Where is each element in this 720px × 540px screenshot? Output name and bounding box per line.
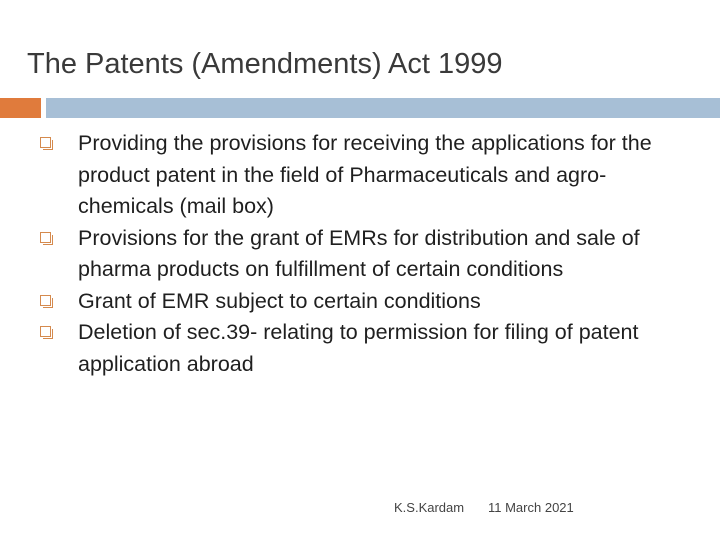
bullet-item: [40, 223, 700, 286]
square-bullet-icon: [40, 295, 53, 308]
title-accent-bar-orange: [0, 98, 41, 118]
slide-title: The Patents (Amendments) Act 1999: [27, 48, 503, 80]
bullet-item: [40, 317, 700, 380]
bullet-text: Providing the provisions for receiving the applications for the product patent in the field of Pharmaceuticals and agro-chemicals (mail box): [78, 131, 652, 218]
footer-author: K.S.Kardam: [394, 500, 465, 515]
bullet-list: [40, 128, 700, 380]
bullet-text: Provisions for the grant of EMRs for distribution and sale of pharma products on fulfillment of certain conditions: [78, 225, 640, 281]
bullet-text: Deletion of sec.39- relating to permission for filing of patent application abroad: [78, 320, 639, 376]
square-bullet-icon: [40, 326, 53, 339]
square-bullet-icon: [40, 232, 53, 245]
bullet-item: [40, 286, 700, 318]
square-bullet-icon: [40, 137, 53, 150]
bullet-text: Grant of EMR subject to certain conditions: [78, 288, 481, 313]
bullet-item: [40, 128, 700, 223]
title-accent-bar-blue: [46, 98, 720, 118]
footer-date: 11 March 2021: [488, 500, 574, 515]
